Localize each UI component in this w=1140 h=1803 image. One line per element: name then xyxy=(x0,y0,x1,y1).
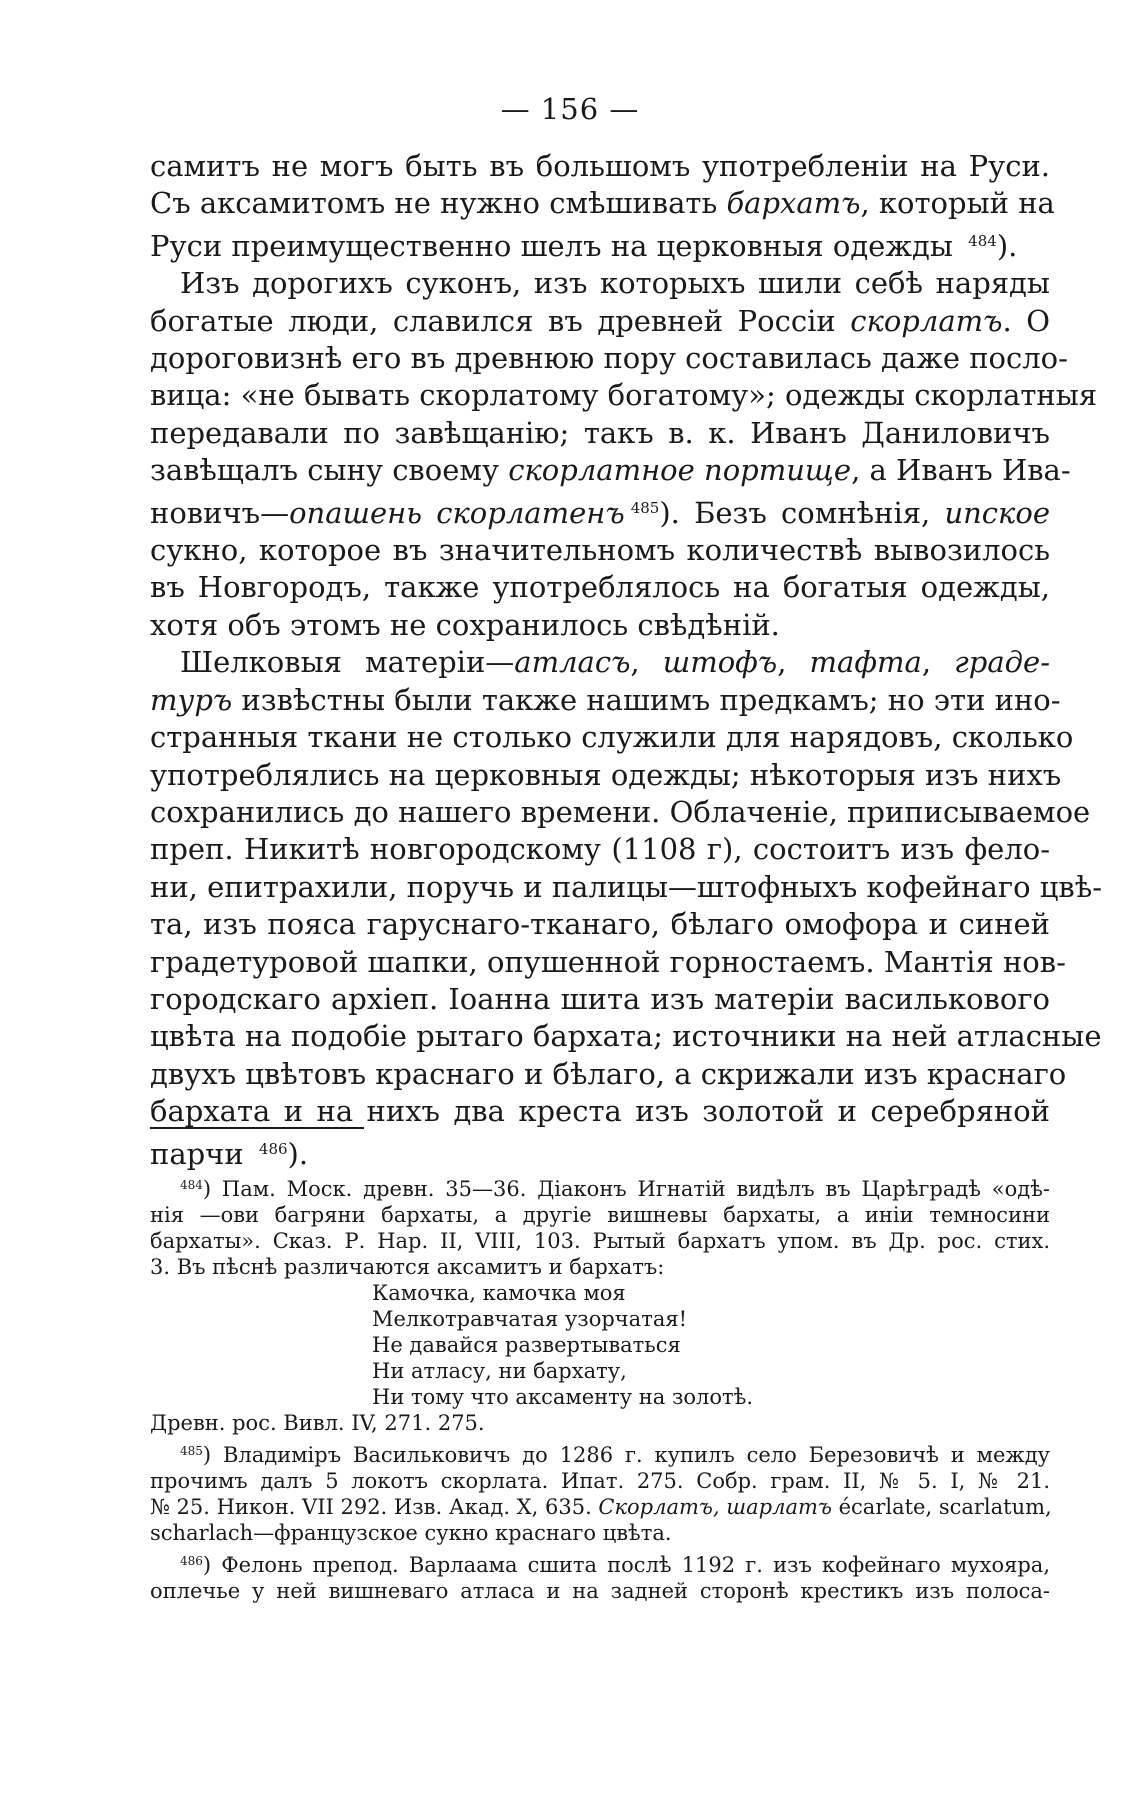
footnote-marker: 484 xyxy=(180,1178,203,1192)
footnote-ref: 485 xyxy=(630,498,660,517)
text-line: Съ аксамитомъ не нужно смѣшивать бархатъ, который на xyxy=(150,186,1055,221)
footnote-484 xyxy=(150,1172,1050,1436)
text-line: парчи $^{486}$). xyxy=(150,1136,309,1171)
page-number: — 156 — xyxy=(500,92,640,126)
footnote-divider xyxy=(150,1127,364,1129)
text-line: богатые люди, славился въ древней Россіи скорлатъ. О xyxy=(150,303,1050,338)
note-line: нія —ови багряни бархаты, а другіе вишневы бархаты, а иніи темносини xyxy=(150,1203,1050,1227)
text-line: туръ извѣстны были также нашимъ предкамъ; но эти ино- xyxy=(150,682,1061,717)
poem-line: Ни атласу, ни бархату, xyxy=(372,1359,627,1383)
text-line: градетуровой шапки, опушенной горностаемъ. Мантія нов- xyxy=(150,944,1066,979)
text-line: завѣщалъ сыну своему скорлатное портище, а Иванъ Ива- xyxy=(150,453,1071,488)
text-line: Шелковыя матеріи—атласъ, штофъ, тафта, граде- xyxy=(180,645,1051,680)
note-line: 3. Въ пѣснѣ различаются аксамитъ и бархатъ: xyxy=(150,1255,665,1279)
text-line: въ Новгородъ, также употреблялось на богатыя одежды, xyxy=(150,570,1050,605)
note-line: прочимъ далъ 5 локотъ скорлата. Ипат. 275. Собр. грам. II, № 5. I, № 21. xyxy=(150,1469,1050,1493)
footnote-marker: 485 xyxy=(180,1444,203,1458)
text-line: та, изъ пояса гаруснаго-тканаго, бѣлаго омофора и синей xyxy=(150,907,1050,942)
poem-line: Камочка, камочка моя xyxy=(372,1281,626,1305)
text-line: новичъ—опашень скорлатенъ $^{485}$). Безъ сомнѣнія, ипское xyxy=(150,495,1050,530)
paragraph xyxy=(150,148,1055,265)
text-line: хотя объ этомъ не сохранилось свѣдѣній. xyxy=(150,607,780,642)
note-line: оплечье у ней вишневаго атласа и на задней сторонѣ крестикъ изъ полоса- xyxy=(150,1579,1050,1603)
footnote-485 xyxy=(150,1438,1050,1546)
text-line: двухъ цвѣтовъ краснаго и бѣлаго, а скрижали изъ краснаго xyxy=(150,1056,1067,1091)
note-line: бархаты». Сказ. Р. Нар. II, VIII, 103. Рытый бархатъ упом. въ Др. рос. стих. xyxy=(150,1229,1050,1253)
text-line: вица: «не бывать скорлатому богатому»; одежды скорлатныя xyxy=(150,378,1098,413)
paragraph xyxy=(150,644,1103,1173)
text-line: употреблялись на церковныя одежды; нѣкоторыя изъ нихъ xyxy=(150,757,1062,792)
text-line: передавали по завѣщанію; такъ в. к. Иванъ Даниловичъ xyxy=(150,415,1050,450)
poem-line: Мелкотравчатая узорчатая! xyxy=(372,1307,688,1331)
footnote-ref: 484 xyxy=(968,231,997,250)
text-line: ни, епитрахили, поручь и палицы—штофныхъ кофейнаго цвѣ- xyxy=(150,869,1103,904)
footnote-marker: 486 xyxy=(180,1554,203,1568)
poem-line: Не давайся развертываться xyxy=(372,1333,681,1357)
note-line: $^{485}$) Владиміръ Васильковичъ до 1286 г. купилъ село Березовичѣ и между xyxy=(180,1443,1050,1467)
paragraph xyxy=(150,265,1098,644)
note-line: $^{484}$) Пам. Моск. древн. 35—36. Діаконъ Игнатій видѣлъ въ Царѣградѣ «одѣ- xyxy=(180,1177,1050,1201)
text-line: преп. Никитѣ новгородскому (1108 г), состоитъ изъ фело- xyxy=(150,832,1050,867)
footnotes xyxy=(150,1172,1050,1606)
text-line: странныя ткани не столько служили для нарядовъ, сколько xyxy=(150,720,1074,755)
footnote-ref: 486 xyxy=(258,1139,288,1158)
note-line: scharlach—французское сукно краснаго цвѣта. xyxy=(150,1521,672,1545)
poem-line: Ни тому что аксаменту на золотѣ. xyxy=(372,1385,753,1409)
text-line: городскаго архіеп. Іоанна шита изъ матеріи василькового xyxy=(150,981,1050,1016)
text-line: сукно, которое въ значительномъ количествѣ вывозилось xyxy=(150,533,1050,568)
text-line: бархата и на нихъ два креста изъ золотой и серебряной xyxy=(150,1094,1050,1129)
text-line: цвѣта на подобіе рытаго бархата; источники на ней атласные xyxy=(150,1019,1102,1054)
text-line: сохранились до нашего времени. Облаченіе, приписываемое xyxy=(150,794,1091,829)
text-line: дороговизнѣ его въ древнюю пору составилась даже посло- xyxy=(150,341,1068,376)
text-line: самитъ не могъ быть въ большомъ употребленіи на Руси. xyxy=(150,149,1050,183)
footnote-486 xyxy=(150,1548,1050,1604)
text-line: Изъ дорогихъ суконъ, изъ которыхъ шили себѣ наряды xyxy=(180,266,1050,301)
main-text xyxy=(150,148,1103,1173)
note-line: № 25. Никон. VII 292. Изв. Акад. X, 635. Скорлатъ, шарлатъ écarlate, scarlatum, xyxy=(150,1495,1052,1519)
text-line: Руси преимущественно шелъ на церковныя одежды $^{484}$). xyxy=(150,228,1018,263)
poem xyxy=(372,1280,1050,1410)
note-line: Древн. рос. Вивл. IV, 271. 275. xyxy=(150,1411,485,1435)
note-line: $^{486}$) Фелонь препод. Варлаама сшита послѣ 1192 г. изъ кофейнаго мухояра, xyxy=(180,1553,1050,1577)
